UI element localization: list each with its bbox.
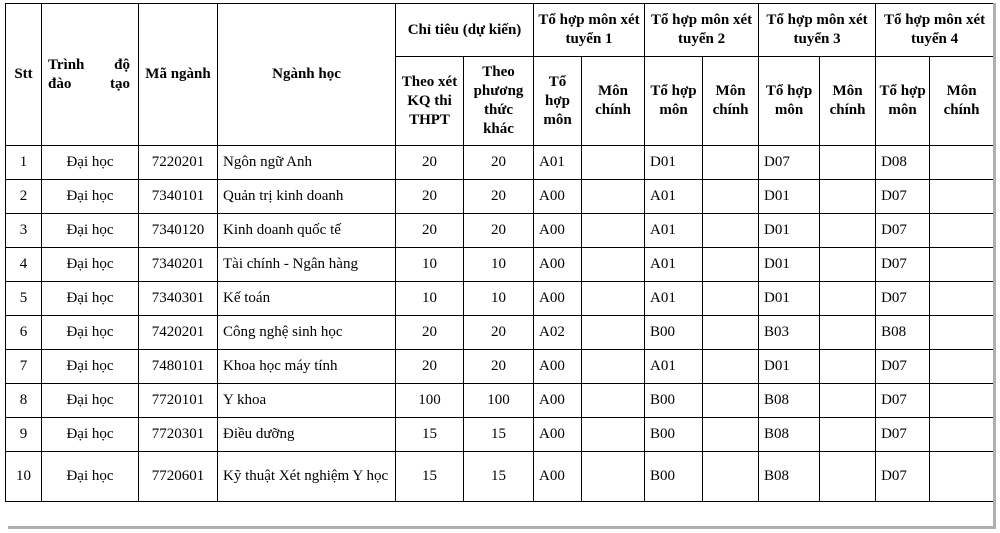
header-mon-chinh-3: Môn chính <box>820 57 876 146</box>
cell-stt: 9 <box>6 418 42 452</box>
header-nganh-hoc: Ngành học <box>218 4 396 146</box>
cell-mon-chinh-1 <box>582 452 645 502</box>
header-mon-chinh-4: Môn chính <box>930 57 994 146</box>
cell-ma-nganh: 7420201 <box>139 316 218 350</box>
cell-to-hop-1: A00 <box>534 180 582 214</box>
table-row <box>6 146 994 180</box>
cell-to-hop-1: A02 <box>534 316 582 350</box>
cell-mon-chinh-2 <box>703 418 759 452</box>
cell-to-hop-1: A00 <box>534 214 582 248</box>
table-row <box>6 248 994 282</box>
cell-mon-chinh-3 <box>820 452 876 502</box>
cell-to-hop-3: D01 <box>759 350 820 384</box>
table-body <box>6 146 994 502</box>
cell-to-hop-4: D07 <box>876 452 930 502</box>
cell-to-hop-2: A01 <box>645 214 703 248</box>
cell-trinh-do: Đại học <box>42 452 139 502</box>
cell-stt: 1 <box>6 146 42 180</box>
cell-mon-chinh-2 <box>703 316 759 350</box>
cell-chi-tieu-khac: 20 <box>464 316 534 350</box>
cell-nganh-hoc: Ngôn ngữ Anh <box>218 146 396 180</box>
cell-chi-tieu-thpt: 20 <box>396 180 464 214</box>
cell-to-hop-4: D07 <box>876 214 930 248</box>
cell-stt: 10 <box>6 452 42 502</box>
cell-ma-nganh: 7480101 <box>139 350 218 384</box>
cell-trinh-do: Đại học <box>42 180 139 214</box>
cell-chi-tieu-thpt: 20 <box>396 214 464 248</box>
cell-ma-nganh: 7340201 <box>139 248 218 282</box>
cell-stt: 3 <box>6 214 42 248</box>
cell-nganh-hoc: Y khoa <box>218 384 396 418</box>
cell-stt: 2 <box>6 180 42 214</box>
cell-ma-nganh: 7340101 <box>139 180 218 214</box>
cell-mon-chinh-2 <box>703 248 759 282</box>
header-trinh-do: Trình độ đào tạo <box>42 4 139 146</box>
header-to-hop-mon-2: Tổ hợp môn <box>645 57 703 146</box>
cell-trinh-do: Đại học <box>42 248 139 282</box>
cell-trinh-do: Đại học <box>42 146 139 180</box>
header-theo-khac: Theo phương thức khác <box>464 57 534 146</box>
cell-nganh-hoc: Công nghệ sinh học <box>218 316 396 350</box>
cell-to-hop-1: A00 <box>534 452 582 502</box>
table-row <box>6 418 994 452</box>
cell-mon-chinh-2 <box>703 452 759 502</box>
cell-to-hop-4: D07 <box>876 180 930 214</box>
cell-to-hop-2: A01 <box>645 282 703 316</box>
cell-to-hop-4: D08 <box>876 146 930 180</box>
table-header <box>6 4 994 146</box>
cell-trinh-do: Đại học <box>42 214 139 248</box>
cell-trinh-do: Đại học <box>42 418 139 452</box>
table-row <box>6 316 994 350</box>
cell-mon-chinh-4 <box>930 350 994 384</box>
cell-mon-chinh-1 <box>582 282 645 316</box>
cell-mon-chinh-4 <box>930 146 994 180</box>
cell-trinh-do: Đại học <box>42 316 139 350</box>
cell-mon-chinh-1 <box>582 214 645 248</box>
cell-mon-chinh-2 <box>703 350 759 384</box>
cell-mon-chinh-1 <box>582 248 645 282</box>
table-row <box>6 180 994 214</box>
cell-to-hop-2: A01 <box>645 180 703 214</box>
table-row <box>6 214 994 248</box>
cell-to-hop-3: D01 <box>759 180 820 214</box>
table-row <box>6 452 994 502</box>
cell-stt: 6 <box>6 316 42 350</box>
table-row <box>6 384 994 418</box>
cell-nganh-hoc: Kỹ thuật Xét nghiệm Y học <box>218 452 396 502</box>
cell-mon-chinh-2 <box>703 146 759 180</box>
cell-mon-chinh-3 <box>820 282 876 316</box>
cell-to-hop-2: B00 <box>645 316 703 350</box>
cell-stt: 8 <box>6 384 42 418</box>
admissions-table <box>5 3 994 502</box>
header-stt: Stt <box>6 4 42 146</box>
cell-mon-chinh-4 <box>930 248 994 282</box>
cell-to-hop-4: B08 <box>876 316 930 350</box>
cell-stt: 4 <box>6 248 42 282</box>
table-bottom-shadow <box>8 526 996 529</box>
header-theo-thpt: Theo xét KQ thi THPT <box>396 57 464 146</box>
header-to-hop-4: Tổ hợp môn xét tuyển 4 <box>876 4 994 57</box>
cell-trinh-do: Đại học <box>42 350 139 384</box>
cell-nganh-hoc: Kinh doanh quốc tế <box>218 214 396 248</box>
cell-mon-chinh-4 <box>930 452 994 502</box>
cell-mon-chinh-1 <box>582 316 645 350</box>
cell-to-hop-1: A00 <box>534 418 582 452</box>
cell-chi-tieu-thpt: 20 <box>396 350 464 384</box>
cell-mon-chinh-1 <box>582 418 645 452</box>
cell-chi-tieu-khac: 10 <box>464 282 534 316</box>
cell-mon-chinh-1 <box>582 146 645 180</box>
cell-chi-tieu-khac: 15 <box>464 452 534 502</box>
cell-mon-chinh-4 <box>930 316 994 350</box>
cell-stt: 7 <box>6 350 42 384</box>
cell-mon-chinh-2 <box>703 214 759 248</box>
cell-chi-tieu-thpt: 20 <box>396 316 464 350</box>
header-to-hop-1: Tổ hợp môn xét tuyển 1 <box>534 4 645 57</box>
cell-mon-chinh-1 <box>582 180 645 214</box>
cell-to-hop-3: D01 <box>759 214 820 248</box>
cell-to-hop-4: D07 <box>876 282 930 316</box>
cell-to-hop-3: B08 <box>759 452 820 502</box>
cell-mon-chinh-2 <box>703 282 759 316</box>
cell-to-hop-4: D07 <box>876 384 930 418</box>
cell-to-hop-3: D01 <box>759 248 820 282</box>
cell-chi-tieu-khac: 15 <box>464 418 534 452</box>
table-row <box>6 282 994 316</box>
cell-mon-chinh-3 <box>820 214 876 248</box>
cell-ma-nganh: 7340120 <box>139 214 218 248</box>
cell-mon-chinh-3 <box>820 350 876 384</box>
cell-to-hop-2: A01 <box>645 350 703 384</box>
cell-chi-tieu-thpt: 15 <box>396 452 464 502</box>
header-mon-chinh-1: Môn chính <box>582 57 645 146</box>
cell-mon-chinh-3 <box>820 418 876 452</box>
cell-mon-chinh-3 <box>820 248 876 282</box>
cell-to-hop-1: A00 <box>534 248 582 282</box>
cell-chi-tieu-khac: 100 <box>464 384 534 418</box>
header-to-hop-2: Tổ hợp môn xét tuyển 2 <box>645 4 759 57</box>
header-to-hop-mon-3: Tổ hợp môn <box>759 57 820 146</box>
cell-mon-chinh-2 <box>703 384 759 418</box>
cell-to-hop-3: B08 <box>759 418 820 452</box>
cell-to-hop-4: D07 <box>876 248 930 282</box>
cell-to-hop-1: A00 <box>534 282 582 316</box>
cell-to-hop-1: A00 <box>534 384 582 418</box>
cell-ma-nganh: 7340301 <box>139 282 218 316</box>
cell-to-hop-4: D07 <box>876 418 930 452</box>
cell-to-hop-3: D01 <box>759 282 820 316</box>
cell-mon-chinh-1 <box>582 350 645 384</box>
cell-trinh-do: Đại học <box>42 384 139 418</box>
header-row-1 <box>6 4 994 57</box>
cell-mon-chinh-4 <box>930 282 994 316</box>
cell-to-hop-3: B08 <box>759 384 820 418</box>
cell-mon-chinh-3 <box>820 180 876 214</box>
header-to-hop-mon-4: Tổ hợp môn <box>876 57 930 146</box>
cell-nganh-hoc: Điều dưỡng <box>218 418 396 452</box>
cell-nganh-hoc: Khoa học máy tính <box>218 350 396 384</box>
cell-to-hop-2: B00 <box>645 418 703 452</box>
cell-to-hop-2: B00 <box>645 452 703 502</box>
cell-mon-chinh-4 <box>930 384 994 418</box>
header-chi-tieu: Chỉ tiêu (dự kiến) <box>396 4 534 57</box>
cell-to-hop-1: A00 <box>534 350 582 384</box>
cell-chi-tieu-thpt: 20 <box>396 146 464 180</box>
cell-to-hop-1: A01 <box>534 146 582 180</box>
cell-mon-chinh-4 <box>930 180 994 214</box>
cell-mon-chinh-3 <box>820 384 876 418</box>
cell-to-hop-2: A01 <box>645 248 703 282</box>
cell-to-hop-4: D07 <box>876 350 930 384</box>
cell-chi-tieu-thpt: 10 <box>396 282 464 316</box>
cell-chi-tieu-khac: 20 <box>464 146 534 180</box>
cell-chi-tieu-thpt: 15 <box>396 418 464 452</box>
cell-to-hop-3: D07 <box>759 146 820 180</box>
cell-ma-nganh: 7220201 <box>139 146 218 180</box>
cell-stt: 5 <box>6 282 42 316</box>
cell-to-hop-2: B00 <box>645 384 703 418</box>
table-right-shadow <box>993 3 996 526</box>
cell-nganh-hoc: Tài chính - Ngân hàng <box>218 248 396 282</box>
cell-chi-tieu-khac: 20 <box>464 214 534 248</box>
cell-to-hop-2: D01 <box>645 146 703 180</box>
header-ma-nganh: Mã ngành <box>139 4 218 146</box>
cell-chi-tieu-thpt: 10 <box>396 248 464 282</box>
cell-ma-nganh: 7720601 <box>139 452 218 502</box>
header-mon-chinh-2: Môn chính <box>703 57 759 146</box>
header-to-hop-mon-1: Tổ hợp môn <box>534 57 582 146</box>
cell-mon-chinh-4 <box>930 418 994 452</box>
cell-chi-tieu-khac: 10 <box>464 248 534 282</box>
cell-mon-chinh-3 <box>820 146 876 180</box>
cell-trinh-do: Đại học <box>42 282 139 316</box>
header-to-hop-3: Tổ hợp môn xét tuyển 3 <box>759 4 876 57</box>
cell-chi-tieu-thpt: 100 <box>396 384 464 418</box>
table-row <box>6 350 994 384</box>
cell-mon-chinh-2 <box>703 180 759 214</box>
cell-to-hop-3: B03 <box>759 316 820 350</box>
cell-nganh-hoc: Kế toán <box>218 282 396 316</box>
cell-chi-tieu-khac: 20 <box>464 350 534 384</box>
cell-chi-tieu-khac: 20 <box>464 180 534 214</box>
cell-ma-nganh: 7720301 <box>139 418 218 452</box>
cell-mon-chinh-4 <box>930 214 994 248</box>
admissions-table-container <box>5 3 994 502</box>
cell-mon-chinh-3 <box>820 316 876 350</box>
cell-ma-nganh: 7720101 <box>139 384 218 418</box>
cell-mon-chinh-1 <box>582 384 645 418</box>
cell-nganh-hoc: Quản trị kinh doanh <box>218 180 396 214</box>
